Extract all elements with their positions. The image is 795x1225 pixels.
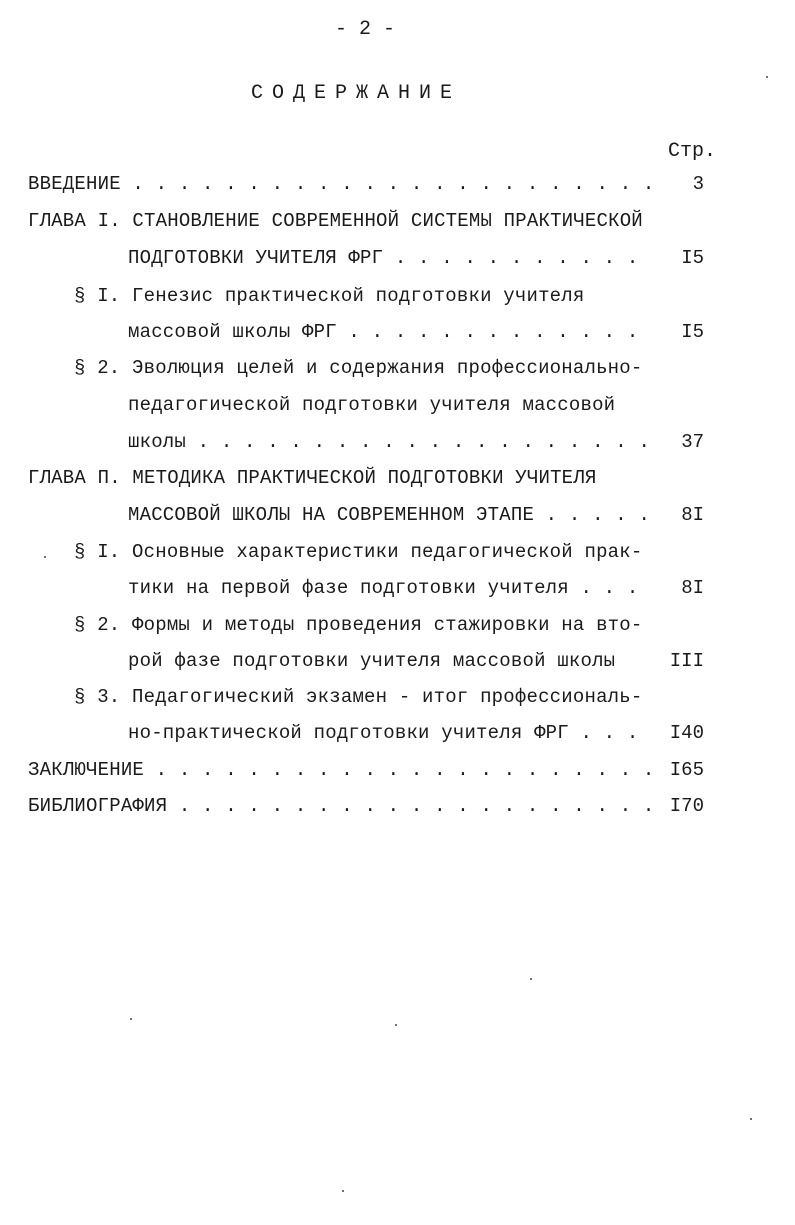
toc-entry-line: ГЛАВА П. МЕТОДИКА ПРАКТИЧЕСКОЙ ПОДГОТОВКИ УЧИТЕЛЯ xyxy=(28,467,597,489)
toc-entry-line: § 3. Педагогический экзамен - итог профессиональ- xyxy=(74,686,643,708)
toc-entry-line: ГЛАВА I. СТАНОВЛЕНИЕ СОВРЕМЕННОЙ СИСТЕМЫ ПРАКТИЧЕСКОЙ xyxy=(28,210,643,232)
scan-speck xyxy=(766,76,768,78)
toc-entry-line: § I. Основные характеристики педагогической прак- xyxy=(74,541,643,563)
toc-entry-line: § I. Генезис практической подготовки учителя xyxy=(74,285,585,307)
toc-entry-page: I5 xyxy=(681,247,704,269)
toc-entry-line: тики на первой фазе подготовки учителя . . . xyxy=(128,577,639,599)
toc-entry-line: рой фазе подготовки учителя массовой школы xyxy=(128,650,616,672)
scan-speck xyxy=(750,1118,752,1120)
scan-speck xyxy=(395,1024,397,1026)
toc-entry-line: ЗАКЛЮЧЕНИЕ . . . . . . . . . . . . . . . . . . . . . . xyxy=(28,759,655,781)
scan-speck xyxy=(342,1190,344,1192)
toc-entry-line: БИБЛИОГРАФИЯ . . . . . . . . . . . . . . . . . . . . . xyxy=(28,795,655,817)
toc-entry-page: I40 xyxy=(669,722,704,744)
toc-entry-line: школы . . . . . . . . . . . . . . . . . . . . xyxy=(128,431,651,453)
scan-speck xyxy=(530,978,532,980)
toc-entry-line: § 2. Формы и методы проведения стажировки на вто- xyxy=(74,614,643,636)
toc-entry-line: ВВЕДЕНИЕ . . . . . . . . . . . . . . . . . . . . . . . xyxy=(28,173,655,195)
toc-entry-line: ПОДГОТОВКИ УЧИТЕЛЯ ФРГ . . . . . . . . . . . xyxy=(128,247,639,269)
toc-entry-line: но-практической подготовки учителя ФРГ . . . xyxy=(128,722,639,744)
toc-entry-page: I65 xyxy=(669,759,704,781)
toc-entry-page: I70 xyxy=(669,795,704,817)
toc-entry-page: 8I xyxy=(681,577,704,599)
toc-entry-page: 37 xyxy=(681,431,704,453)
toc-title: СОДЕРЖАНИЕ xyxy=(250,82,462,105)
page-number: - 2 - xyxy=(334,18,395,41)
toc-entry-line: § 2. Эволюция целей и содержания профессионально- xyxy=(74,357,643,379)
toc-entry-page: 3 xyxy=(692,173,704,195)
toc-entry-page: I5 xyxy=(681,321,704,343)
toc-entry-line: МАССОВОЙ ШКОЛЫ НА СОВРЕМЕННОМ ЭТАПЕ . . . . . xyxy=(128,504,651,526)
toc-entry-line: педагогической подготовки учителя массовой xyxy=(128,394,616,416)
page-column-label: Стр. xyxy=(668,140,717,163)
toc-entry-page: III xyxy=(669,650,704,672)
toc-entry-page: 8I xyxy=(681,504,704,526)
toc-entry-line: массовой школы ФРГ . . . . . . . . . . . . . xyxy=(128,321,639,343)
scan-speck xyxy=(130,1018,132,1020)
scan-speck xyxy=(44,556,46,558)
